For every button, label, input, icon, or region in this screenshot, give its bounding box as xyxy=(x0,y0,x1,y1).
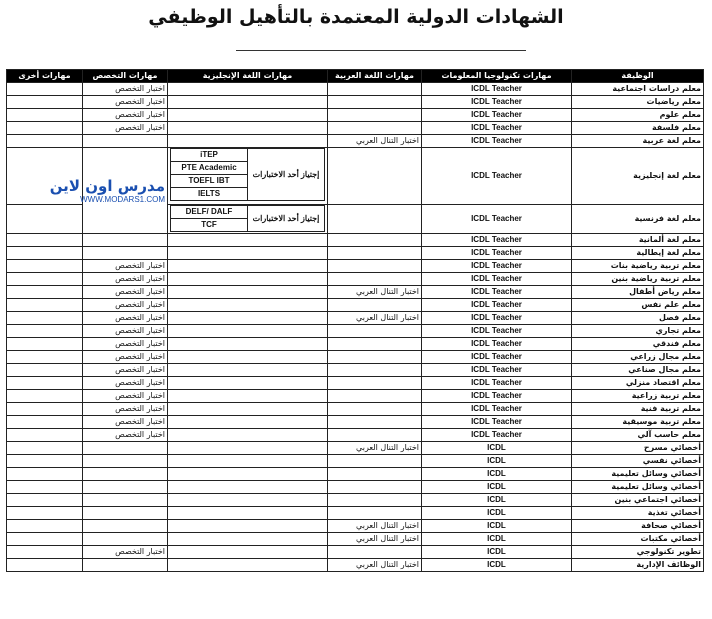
other-cell xyxy=(7,377,83,390)
other-cell xyxy=(7,247,83,260)
specialty-cell: اختبار التخصص xyxy=(83,338,168,351)
table-row xyxy=(7,260,704,273)
other-cell xyxy=(7,507,83,520)
job-cell: أخصائي وسائل تعليمية xyxy=(572,481,704,494)
job-cell: معلم تجاري xyxy=(572,325,704,338)
english-cell xyxy=(168,429,328,442)
arabic-cell xyxy=(328,494,422,507)
exam-option: DELF/ DALF xyxy=(171,206,248,219)
english-exams-cell xyxy=(168,148,328,205)
table-row xyxy=(7,338,704,351)
table-row xyxy=(7,377,704,390)
arabic-cell xyxy=(328,351,422,364)
it-cell: ICDL Teacher xyxy=(422,364,572,377)
job-cell: معلم مجال صناعي xyxy=(572,364,704,377)
job-cell: معلم لغة إنجليزية xyxy=(572,148,704,205)
arabic-cell xyxy=(328,468,422,481)
it-cell: ICDL xyxy=(422,559,572,572)
header-arabic: مهارات اللغة العربية xyxy=(328,70,422,83)
arabic-cell xyxy=(328,364,422,377)
arabic-cell xyxy=(328,247,422,260)
exam-option: PTE Academic xyxy=(171,162,248,175)
specialty-cell xyxy=(83,442,168,455)
it-cell: ICDL Teacher xyxy=(422,148,572,205)
table-row xyxy=(7,286,704,299)
other-cell xyxy=(7,364,83,377)
specialty-cell xyxy=(83,507,168,520)
it-cell: ICDL Teacher xyxy=(422,390,572,403)
specialty-cell: اختبار التخصص xyxy=(83,273,168,286)
table-row xyxy=(7,429,704,442)
table-row xyxy=(7,135,704,148)
other-cell xyxy=(7,390,83,403)
other-cell xyxy=(7,416,83,429)
english-cell xyxy=(168,546,328,559)
it-cell: ICDL Teacher xyxy=(422,260,572,273)
other-cell xyxy=(7,135,83,148)
specialty-cell: اختبار التخصص xyxy=(83,351,168,364)
job-cell: الوظائف الإدارية xyxy=(572,559,704,572)
english-cell xyxy=(168,559,328,572)
title-underline xyxy=(236,50,526,51)
table-row xyxy=(7,122,704,135)
arabic-cell xyxy=(328,205,422,234)
table-row xyxy=(7,442,704,455)
specialty-cell xyxy=(83,481,168,494)
specialty-cell xyxy=(83,455,168,468)
arabic-cell xyxy=(328,481,422,494)
table-row xyxy=(7,96,704,109)
arabic-cell xyxy=(328,273,422,286)
arabic-cell xyxy=(328,455,422,468)
other-cell xyxy=(7,83,83,96)
job-cell: أخصائي مكتبات xyxy=(572,533,704,546)
arabic-cell xyxy=(328,429,422,442)
other-cell xyxy=(7,481,83,494)
job-cell: معلم لغة فرنسية xyxy=(572,205,704,234)
specialty-cell: اختبار التخصص xyxy=(83,122,168,135)
table-row xyxy=(7,533,704,546)
english-cell xyxy=(168,338,328,351)
it-cell: ICDL Teacher xyxy=(422,325,572,338)
it-cell: ICDL Teacher xyxy=(422,234,572,247)
table-row xyxy=(7,364,704,377)
job-cell: أخصائي نفسي xyxy=(572,455,704,468)
english-cell xyxy=(168,468,328,481)
specialty-cell xyxy=(83,247,168,260)
job-cell: معلم دراسات اجتماعية xyxy=(572,83,704,96)
table-row xyxy=(7,481,704,494)
english-cell xyxy=(168,377,328,390)
other-cell xyxy=(7,494,83,507)
english-cell xyxy=(168,351,328,364)
table-row xyxy=(7,351,704,364)
english-cell xyxy=(168,299,328,312)
job-cell: معلم تربية رياضية بنات xyxy=(572,260,704,273)
specialty-cell xyxy=(83,520,168,533)
job-cell: معلم لغة ألمانية xyxy=(572,234,704,247)
job-cell: معلم حاسب آلي xyxy=(572,429,704,442)
other-cell xyxy=(7,520,83,533)
specialty-cell: اختبار التخصص xyxy=(83,312,168,325)
it-cell: ICDL xyxy=(422,507,572,520)
specialty-cell: اختبار التخصص xyxy=(83,260,168,273)
it-cell: ICDL xyxy=(422,481,572,494)
job-cell: معلم علم نفس xyxy=(572,299,704,312)
specialty-cell: اختبار التخصص xyxy=(83,299,168,312)
other-cell xyxy=(7,546,83,559)
logo-text: مدرس اون لاين xyxy=(49,176,165,195)
job-cell: معلم لغة عربية xyxy=(572,135,704,148)
exam-option: TCF xyxy=(171,219,248,232)
other-cell xyxy=(7,559,83,572)
it-cell: ICDL Teacher xyxy=(422,312,572,325)
job-cell: معلم تربية زراعية xyxy=(572,390,704,403)
table-row xyxy=(7,390,704,403)
job-cell: معلم تربية رياضية بنين xyxy=(572,273,704,286)
specialty-cell: اختبار التخصص xyxy=(83,83,168,96)
it-cell: ICDL Teacher xyxy=(422,96,572,109)
english-cell xyxy=(168,135,328,148)
it-cell: ICDL xyxy=(422,455,572,468)
english-cell xyxy=(168,494,328,507)
table-row xyxy=(7,416,704,429)
arabic-cell: اختبار التنال العربي xyxy=(328,442,422,455)
choice-note: إجتياز أحد الاختبارات xyxy=(248,206,325,232)
certificates-table xyxy=(6,69,704,572)
choice-note: إجتياز أحد الاختبارات xyxy=(248,149,325,201)
english-cell xyxy=(168,325,328,338)
table-row xyxy=(7,325,704,338)
english-cell xyxy=(168,442,328,455)
exam-options-table xyxy=(170,148,325,201)
english-cell xyxy=(168,122,328,135)
english-cell xyxy=(168,416,328,429)
exam-options-table xyxy=(170,205,325,232)
english-cell xyxy=(168,234,328,247)
arabic-cell xyxy=(328,260,422,273)
other-cell xyxy=(7,122,83,135)
it-cell: ICDL Teacher xyxy=(422,429,572,442)
specialty-cell: اختبار التخصص xyxy=(83,390,168,403)
other-cell xyxy=(7,403,83,416)
other-cell xyxy=(7,338,83,351)
arabic-cell xyxy=(328,546,422,559)
header-job: الوظيفة xyxy=(572,70,704,83)
job-cell: أخصائي تغذية xyxy=(572,507,704,520)
it-cell: ICDL Teacher xyxy=(422,83,572,96)
it-cell: ICDL Teacher xyxy=(422,122,572,135)
arabic-cell: اختبار التنال العربي xyxy=(328,520,422,533)
table-row xyxy=(7,109,704,122)
it-cell: ICDL Teacher xyxy=(422,109,572,122)
job-cell: معلم فندقي xyxy=(572,338,704,351)
job-cell: أخصائي صحافة xyxy=(572,520,704,533)
english-cell xyxy=(168,507,328,520)
logo-url: WWW.MODARS1.COM xyxy=(80,194,165,204)
table-row xyxy=(7,507,704,520)
job-cell: أخصائي مسرح xyxy=(572,442,704,455)
english-cell xyxy=(168,96,328,109)
arabic-cell xyxy=(328,96,422,109)
arabic-cell xyxy=(328,390,422,403)
table-row xyxy=(7,559,704,572)
english-cell xyxy=(168,83,328,96)
english-cell xyxy=(168,273,328,286)
specialty-cell: اختبار التخصص xyxy=(83,546,168,559)
specialty-cell xyxy=(83,468,168,481)
job-cell: تطوير تكنولوجي xyxy=(572,546,704,559)
it-cell: ICDL Teacher xyxy=(422,299,572,312)
exam-option: IELTS xyxy=(171,188,248,201)
arabic-cell xyxy=(328,148,422,205)
arabic-cell xyxy=(328,122,422,135)
specialty-cell xyxy=(83,533,168,546)
arabic-cell xyxy=(328,83,422,96)
table-row xyxy=(7,83,704,96)
it-cell: ICDL Teacher xyxy=(422,338,572,351)
it-cell: ICDL Teacher xyxy=(422,416,572,429)
arabic-cell xyxy=(328,403,422,416)
specialty-cell: اختبار التخصص xyxy=(83,109,168,122)
specialty-cell: اختبار التخصص xyxy=(83,377,168,390)
other-cell xyxy=(7,260,83,273)
other-cell xyxy=(7,96,83,109)
arabic-cell xyxy=(328,299,422,312)
arabic-cell xyxy=(328,325,422,338)
table-header-row xyxy=(7,70,704,83)
job-cell: معلم لغة إيطالية xyxy=(572,247,704,260)
english-cell xyxy=(168,260,328,273)
exam-option: iTEP xyxy=(171,149,248,162)
english-cell xyxy=(168,247,328,260)
job-cell: أخصائي وسائل تعليمية xyxy=(572,468,704,481)
it-cell: ICDL Teacher xyxy=(422,273,572,286)
arabic-cell xyxy=(328,234,422,247)
it-cell: ICDL Teacher xyxy=(422,351,572,364)
job-cell: معلم تربية فنية xyxy=(572,403,704,416)
other-cell xyxy=(7,429,83,442)
english-cell xyxy=(168,109,328,122)
it-cell: ICDL xyxy=(422,442,572,455)
specialty-cell xyxy=(83,135,168,148)
specialty-cell: اختبار التخصص xyxy=(83,429,168,442)
english-cell xyxy=(168,533,328,546)
it-cell: ICDL Teacher xyxy=(422,247,572,260)
table-row xyxy=(7,403,704,416)
it-cell: ICDL xyxy=(422,468,572,481)
other-cell xyxy=(7,455,83,468)
arabic-cell: اختبار التنال العربي xyxy=(328,286,422,299)
header-other: مهارات أخرى xyxy=(7,70,83,83)
specialty-cell xyxy=(83,234,168,247)
job-cell: معلم مجال زراعي xyxy=(572,351,704,364)
arabic-cell: اختبار التنال العربي xyxy=(328,135,422,148)
arabic-cell xyxy=(328,507,422,520)
it-cell: ICDL xyxy=(422,494,572,507)
english-cell xyxy=(168,390,328,403)
job-cell: معلم فلسفة xyxy=(572,122,704,135)
english-cell xyxy=(168,455,328,468)
other-cell xyxy=(7,299,83,312)
other-cell xyxy=(7,442,83,455)
arabic-cell: اختبار التنال العربي xyxy=(328,533,422,546)
header-it: مهارات تكنولوجيا المعلومات xyxy=(422,70,572,83)
logo-cell xyxy=(49,148,168,234)
english-cell xyxy=(168,286,328,299)
it-cell: ICDL Teacher xyxy=(422,135,572,148)
table-row xyxy=(7,273,704,286)
arabic-cell xyxy=(328,338,422,351)
arabic-cell: اختبار التنال العربي xyxy=(328,559,422,572)
specialty-cell: اختبار التخصص xyxy=(83,403,168,416)
specialty-cell: اختبار التخصص xyxy=(83,416,168,429)
table-row-language-block xyxy=(7,148,704,205)
table-row xyxy=(7,312,704,325)
english-cell xyxy=(168,481,328,494)
it-cell: ICDL xyxy=(422,533,572,546)
specialty-cell xyxy=(83,559,168,572)
table-row xyxy=(7,455,704,468)
specialty-cell: اختبار التخصص xyxy=(83,286,168,299)
other-cell xyxy=(7,468,83,481)
table-row xyxy=(7,546,704,559)
english-exams-cell xyxy=(168,205,328,234)
arabic-cell xyxy=(328,109,422,122)
it-cell: ICDL Teacher xyxy=(422,377,572,390)
table-row xyxy=(7,468,704,481)
other-cell xyxy=(7,312,83,325)
job-cell: معلم علوم xyxy=(572,109,704,122)
specialty-cell: اختبار التخصص xyxy=(83,364,168,377)
other-cell xyxy=(7,205,83,234)
other-cell xyxy=(7,109,83,122)
it-cell: ICDL Teacher xyxy=(422,403,572,416)
table-row xyxy=(7,299,704,312)
job-cell: معلم رياض أطفال xyxy=(572,286,704,299)
table-row xyxy=(7,247,704,260)
other-cell xyxy=(7,286,83,299)
job-cell: أخصائي اجتماعي بنين xyxy=(572,494,704,507)
other-cell xyxy=(7,533,83,546)
it-cell: ICDL xyxy=(422,520,572,533)
english-cell xyxy=(168,520,328,533)
table-row xyxy=(7,494,704,507)
it-cell: ICDL xyxy=(422,546,572,559)
page-title: الشهادات الدولية المعتمدة بالتأهيل الوظيفي xyxy=(148,6,564,28)
exam-option: TOEFL IBT xyxy=(171,175,248,188)
header-english: مهارات اللغة الإنجليزية xyxy=(168,70,328,83)
header-specialty: مهارات التخصص xyxy=(83,70,168,83)
job-cell: معلم رياضيات xyxy=(572,96,704,109)
table-row xyxy=(7,520,704,533)
arabic-cell xyxy=(328,377,422,390)
other-cell xyxy=(7,325,83,338)
it-cell: ICDL Teacher xyxy=(422,286,572,299)
english-cell xyxy=(168,364,328,377)
other-cell xyxy=(7,351,83,364)
job-cell: معلم اقتصاد منزلي xyxy=(572,377,704,390)
arabic-cell: اختبار التنال العربي xyxy=(328,312,422,325)
specialty-cell: اختبار التخصص xyxy=(83,325,168,338)
arabic-cell xyxy=(328,416,422,429)
specialty-cell: اختبار التخصص xyxy=(83,96,168,109)
job-cell: معلم فصل xyxy=(572,312,704,325)
it-cell: ICDL Teacher xyxy=(422,205,572,234)
other-cell xyxy=(7,234,83,247)
english-cell xyxy=(168,403,328,416)
table-row xyxy=(7,234,704,247)
english-cell xyxy=(168,312,328,325)
job-cell: معلم تربية موسيقية xyxy=(572,416,704,429)
other-cell xyxy=(7,273,83,286)
specialty-cell xyxy=(83,494,168,507)
